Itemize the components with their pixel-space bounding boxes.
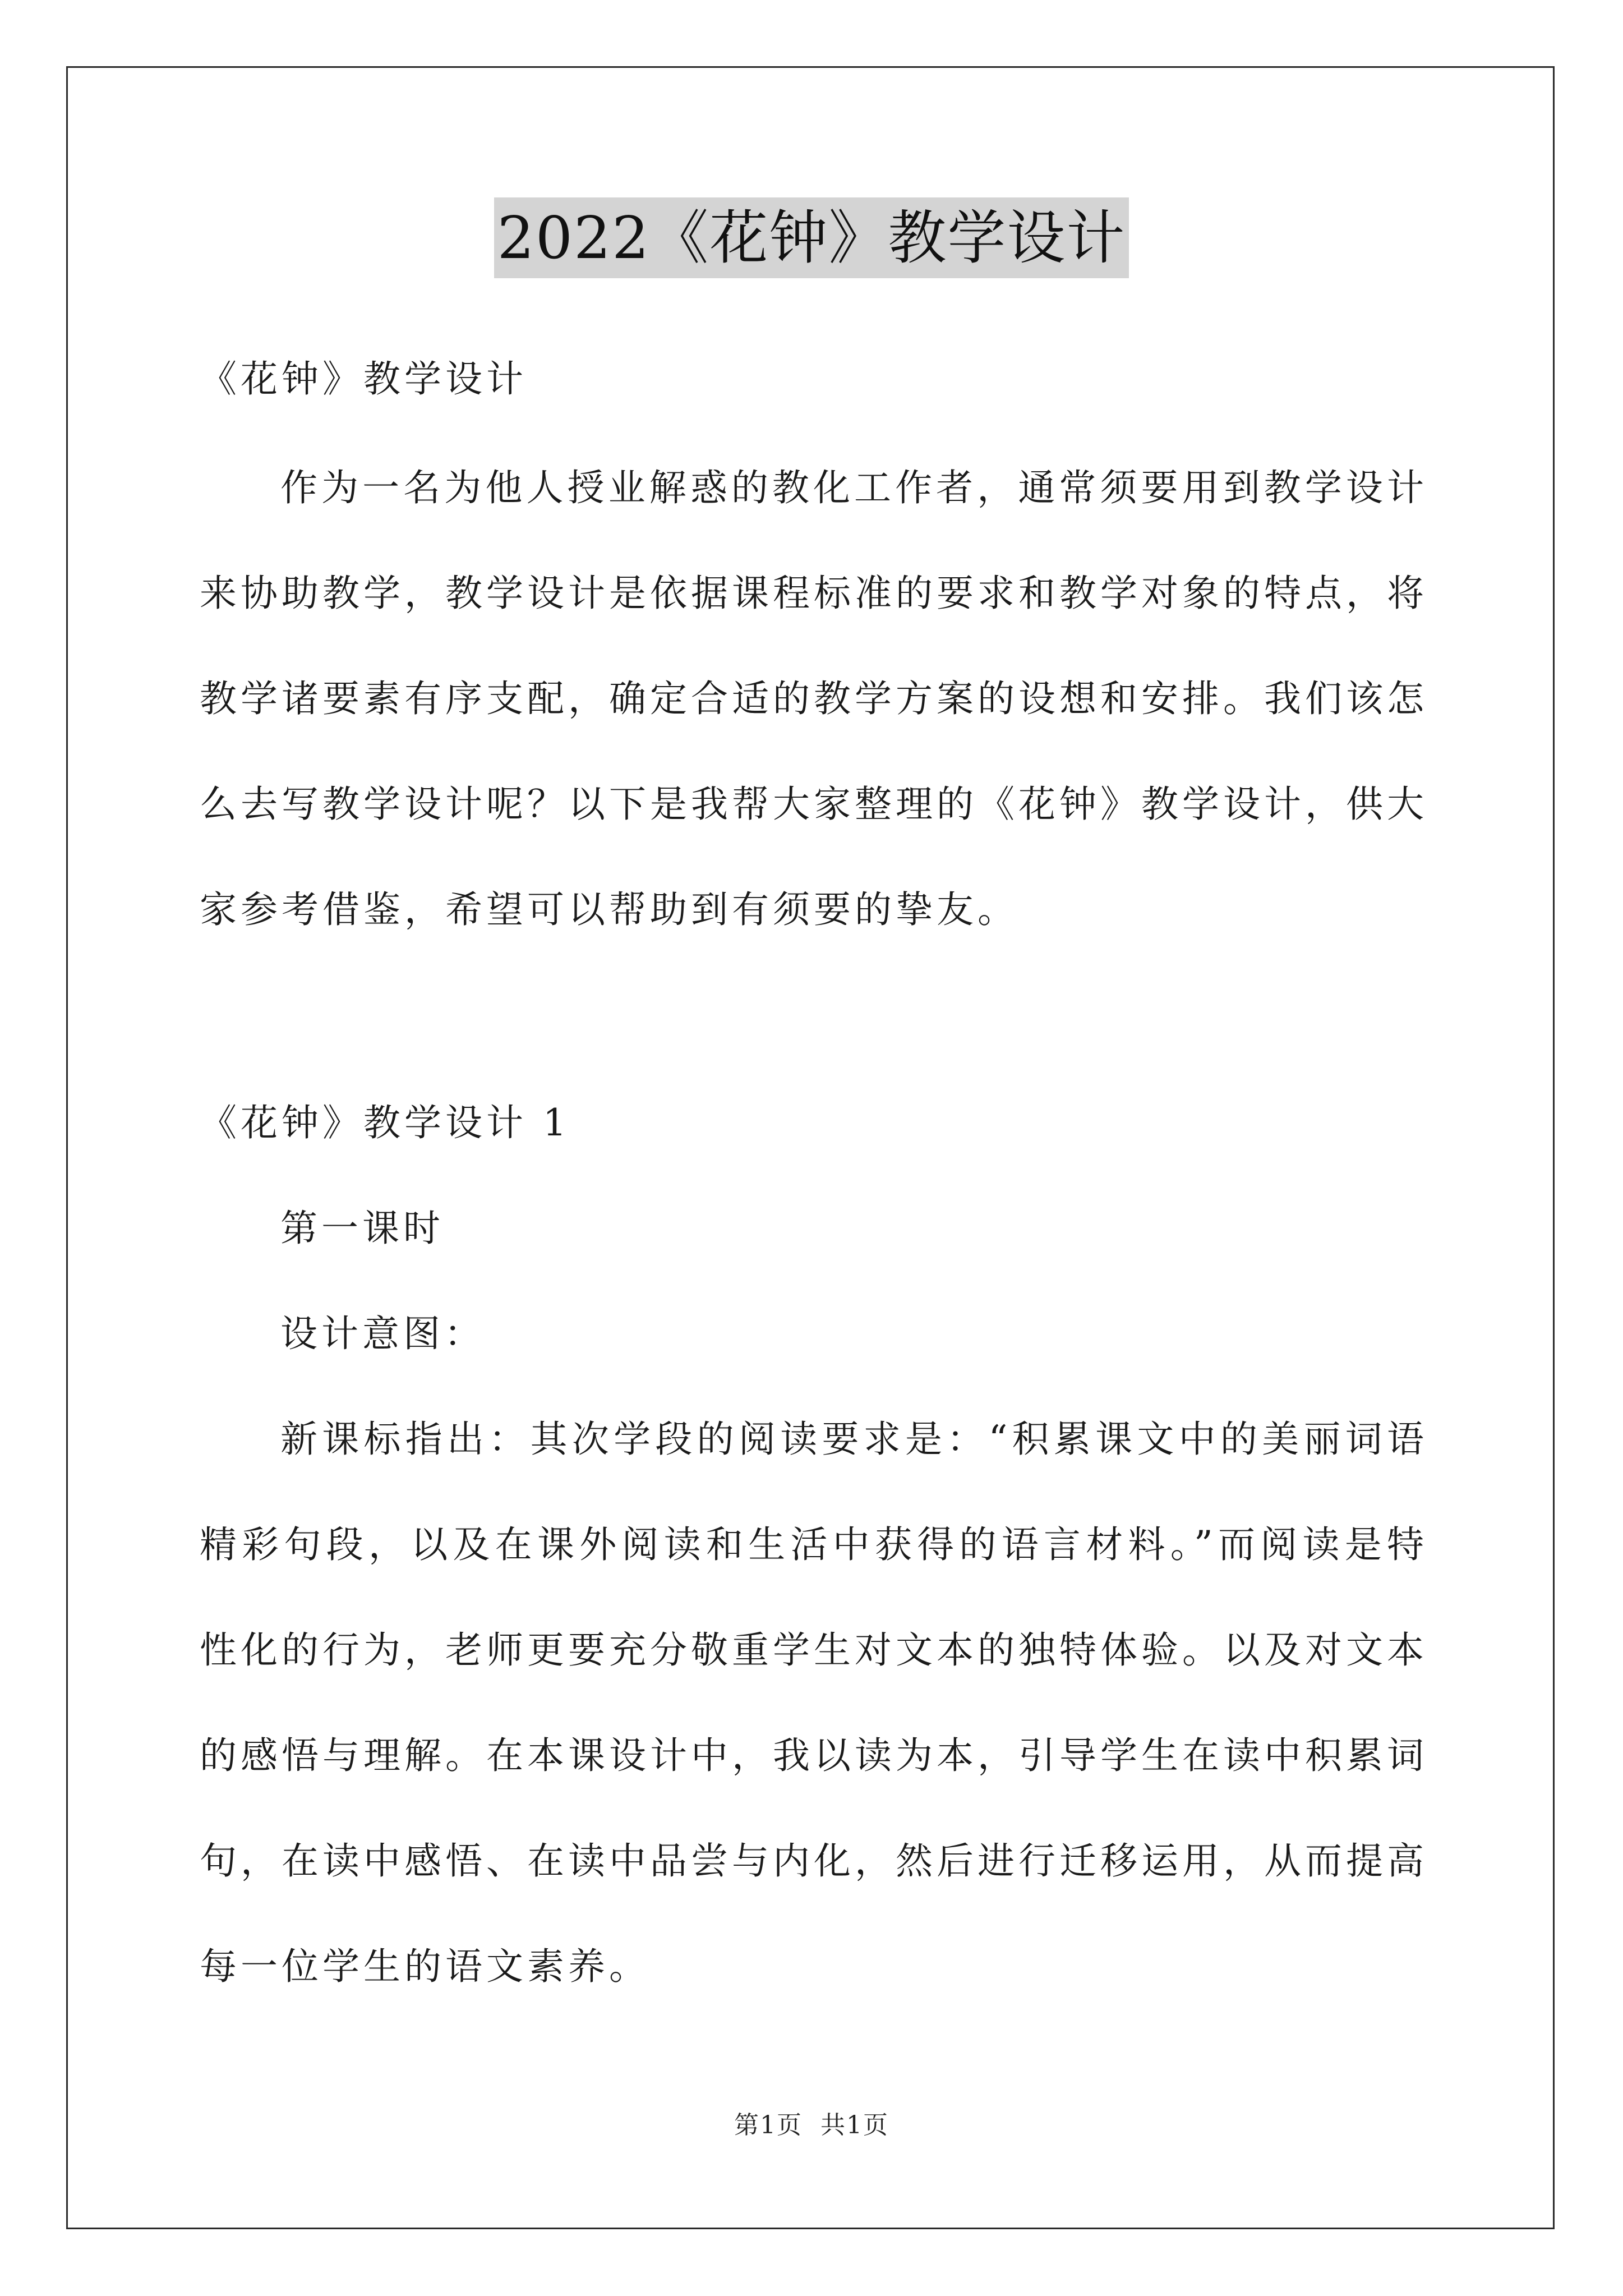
lesson-block (200, 1176, 1428, 2019)
page-footer (0, 2105, 1623, 2141)
document-title: 2022《花钟》教学设计 (494, 197, 1129, 278)
page-number: 第1页 (734, 2111, 803, 2139)
page-total: 共1页 (820, 2111, 889, 2139)
design-intent-paragraph: 新课标指出：其次学段的阅读要求是：“积累课文中的美丽词语精彩句段，以及在课外阅读和生活中获得的语言材料。”而阅读是特性化的行为，老师更要充分敬重学生对文本的独特体验。以及对文本的感悟与理解。在本课设计中，我以读为本，引导学生在读中积累词句，在读中感悟、在读中品尝与内化，然后进行迁移运用，从而提高每一位学生的语文素养。 (200, 1418, 1428, 1988)
section-title: 《花钟》教学设计 1 (200, 1101, 570, 1144)
intro-block (200, 435, 1428, 963)
document-subtitle: 《花钟》教学设计 (200, 357, 527, 401)
intro-paragraph: 作为一名为他人授业解惑的教化工作者，通常须要用到教学设计来协助教学，教学设计是依据课程标准的要求和教学对象的特点，将教学诸要素有序支配，确定合适的教学方案的设想和安排。我们该怎么去写教学设计呢？以下是我帮大家整理的《花钟》教学设计，供大家参考借鉴，希望可以帮助到有须要的挚友。 (200, 466, 1428, 931)
design-intent-label: 设计意图： (280, 1312, 485, 1355)
lesson-label: 第一课时 (280, 1207, 444, 1250)
title-container (0, 197, 1623, 278)
